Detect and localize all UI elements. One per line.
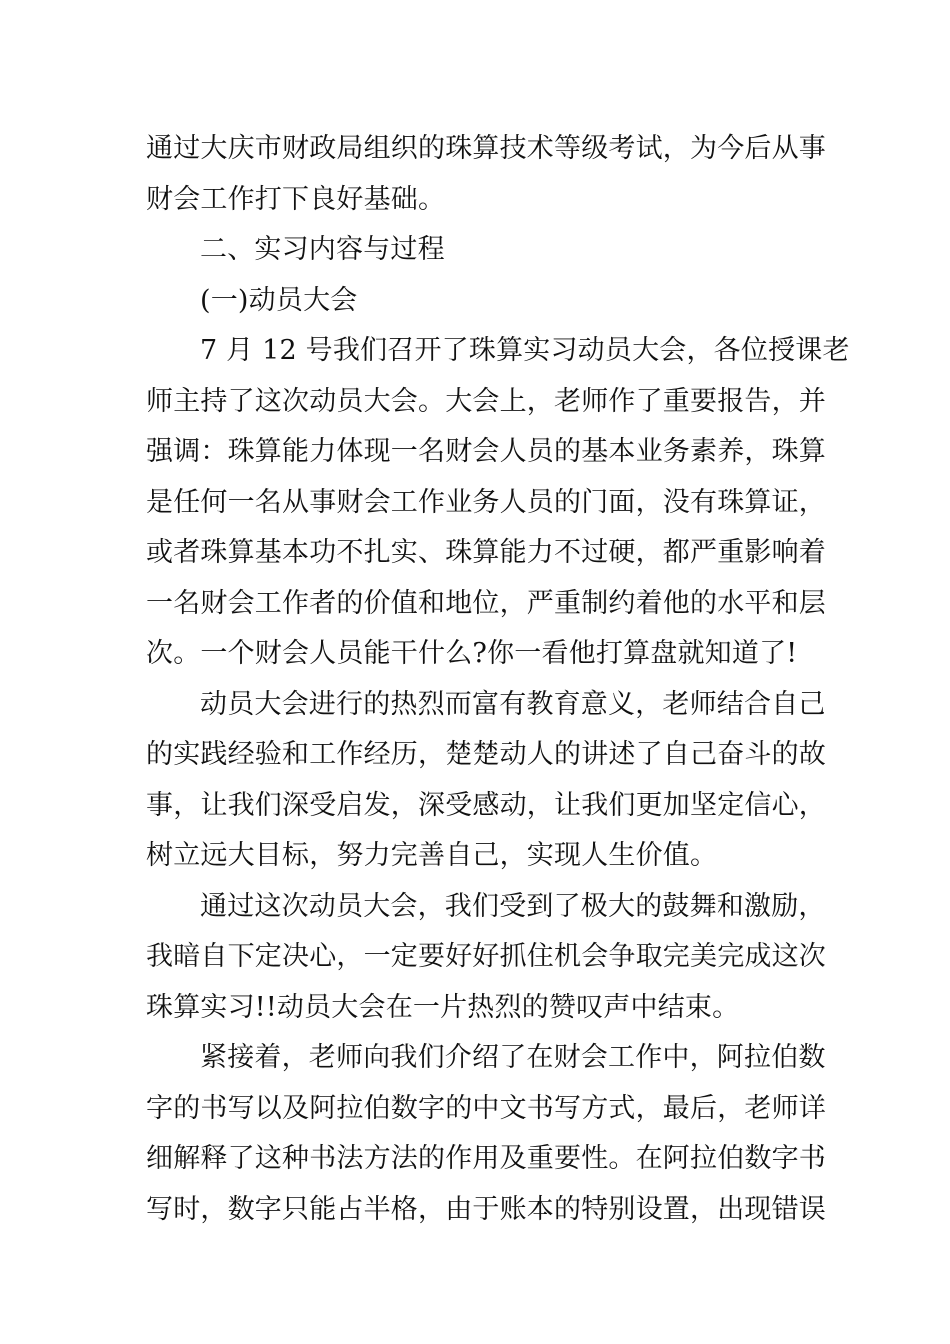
text-line-8: 是任何一名从事财会工作业务人员的门面，没有珠算证， <box>146 486 826 518</box>
body-text <box>146 124 850 1235</box>
text-line-13: 的实践经验和工作经历，楚楚动人的讲述了自己奋斗的故 <box>146 739 826 770</box>
text-line-2: 财会工作打下良好基础。 <box>146 183 446 215</box>
text-line-6: 师主持了这次动员大会。大会上，老师作了重要报告，并 <box>146 385 826 417</box>
text-line-21: 细解释了这种书法方法的作用及重要性。在阿拉伯数字书 <box>146 1143 826 1174</box>
text-line-18: 珠算实习!!动员大会在一片热烈的赞叹声中结束。 <box>146 991 740 1023</box>
text-line-12: 动员大会进行的热烈而富有教育意义，老师结合自己 <box>200 688 826 720</box>
text-line-7: 强调：珠算能力体现一名财会人员的基本业务素养，珠算 <box>146 436 826 467</box>
subsection-heading: (一)动员大会 <box>200 284 358 316</box>
text-line-19: 紧接着，老师向我们介绍了在财会工作中，阿拉伯数 <box>200 1042 826 1073</box>
text-line-9: 或者珠算基本功不扎实、珠算能力不过硬，都严重影响着 <box>146 537 826 568</box>
section-heading: 二、实习内容与过程 <box>200 234 445 265</box>
text-line-16: 通过这次动员大会，我们受到了极大的鼓舞和激励， <box>200 890 826 922</box>
text-line-5: 7 月 12 号我们召开了珠算实习动员大会，各位授课老 <box>200 335 850 366</box>
text-line-22: 写时，数字只能占半格，由于账本的特别设置，出现错误 <box>146 1193 826 1225</box>
text-line-11: 次。一个财会人员能干什么?你一看他打算盘就知道了! <box>146 638 798 669</box>
text-line-15: 树立远大目标，努力完善自己，实现人生价值。 <box>146 840 718 871</box>
text-line-20: 字的书写以及阿拉伯数字的中文书写方式，最后，老师详 <box>146 1092 826 1124</box>
text-line-14: 事，让我们深受启发，深受感动，让我们更加坚定信心， <box>146 789 826 821</box>
text-line-10: 一名财会工作者的价值和地位，严重制约着他的水平和层 <box>146 587 826 619</box>
text-line-1: 通过大庆市财政局组织的珠算技术等级考试，为今后从事 <box>146 133 826 164</box>
text-line-17: 我暗自下定决心，一定要好好抓住机会争取完美完成这次 <box>146 941 826 972</box>
